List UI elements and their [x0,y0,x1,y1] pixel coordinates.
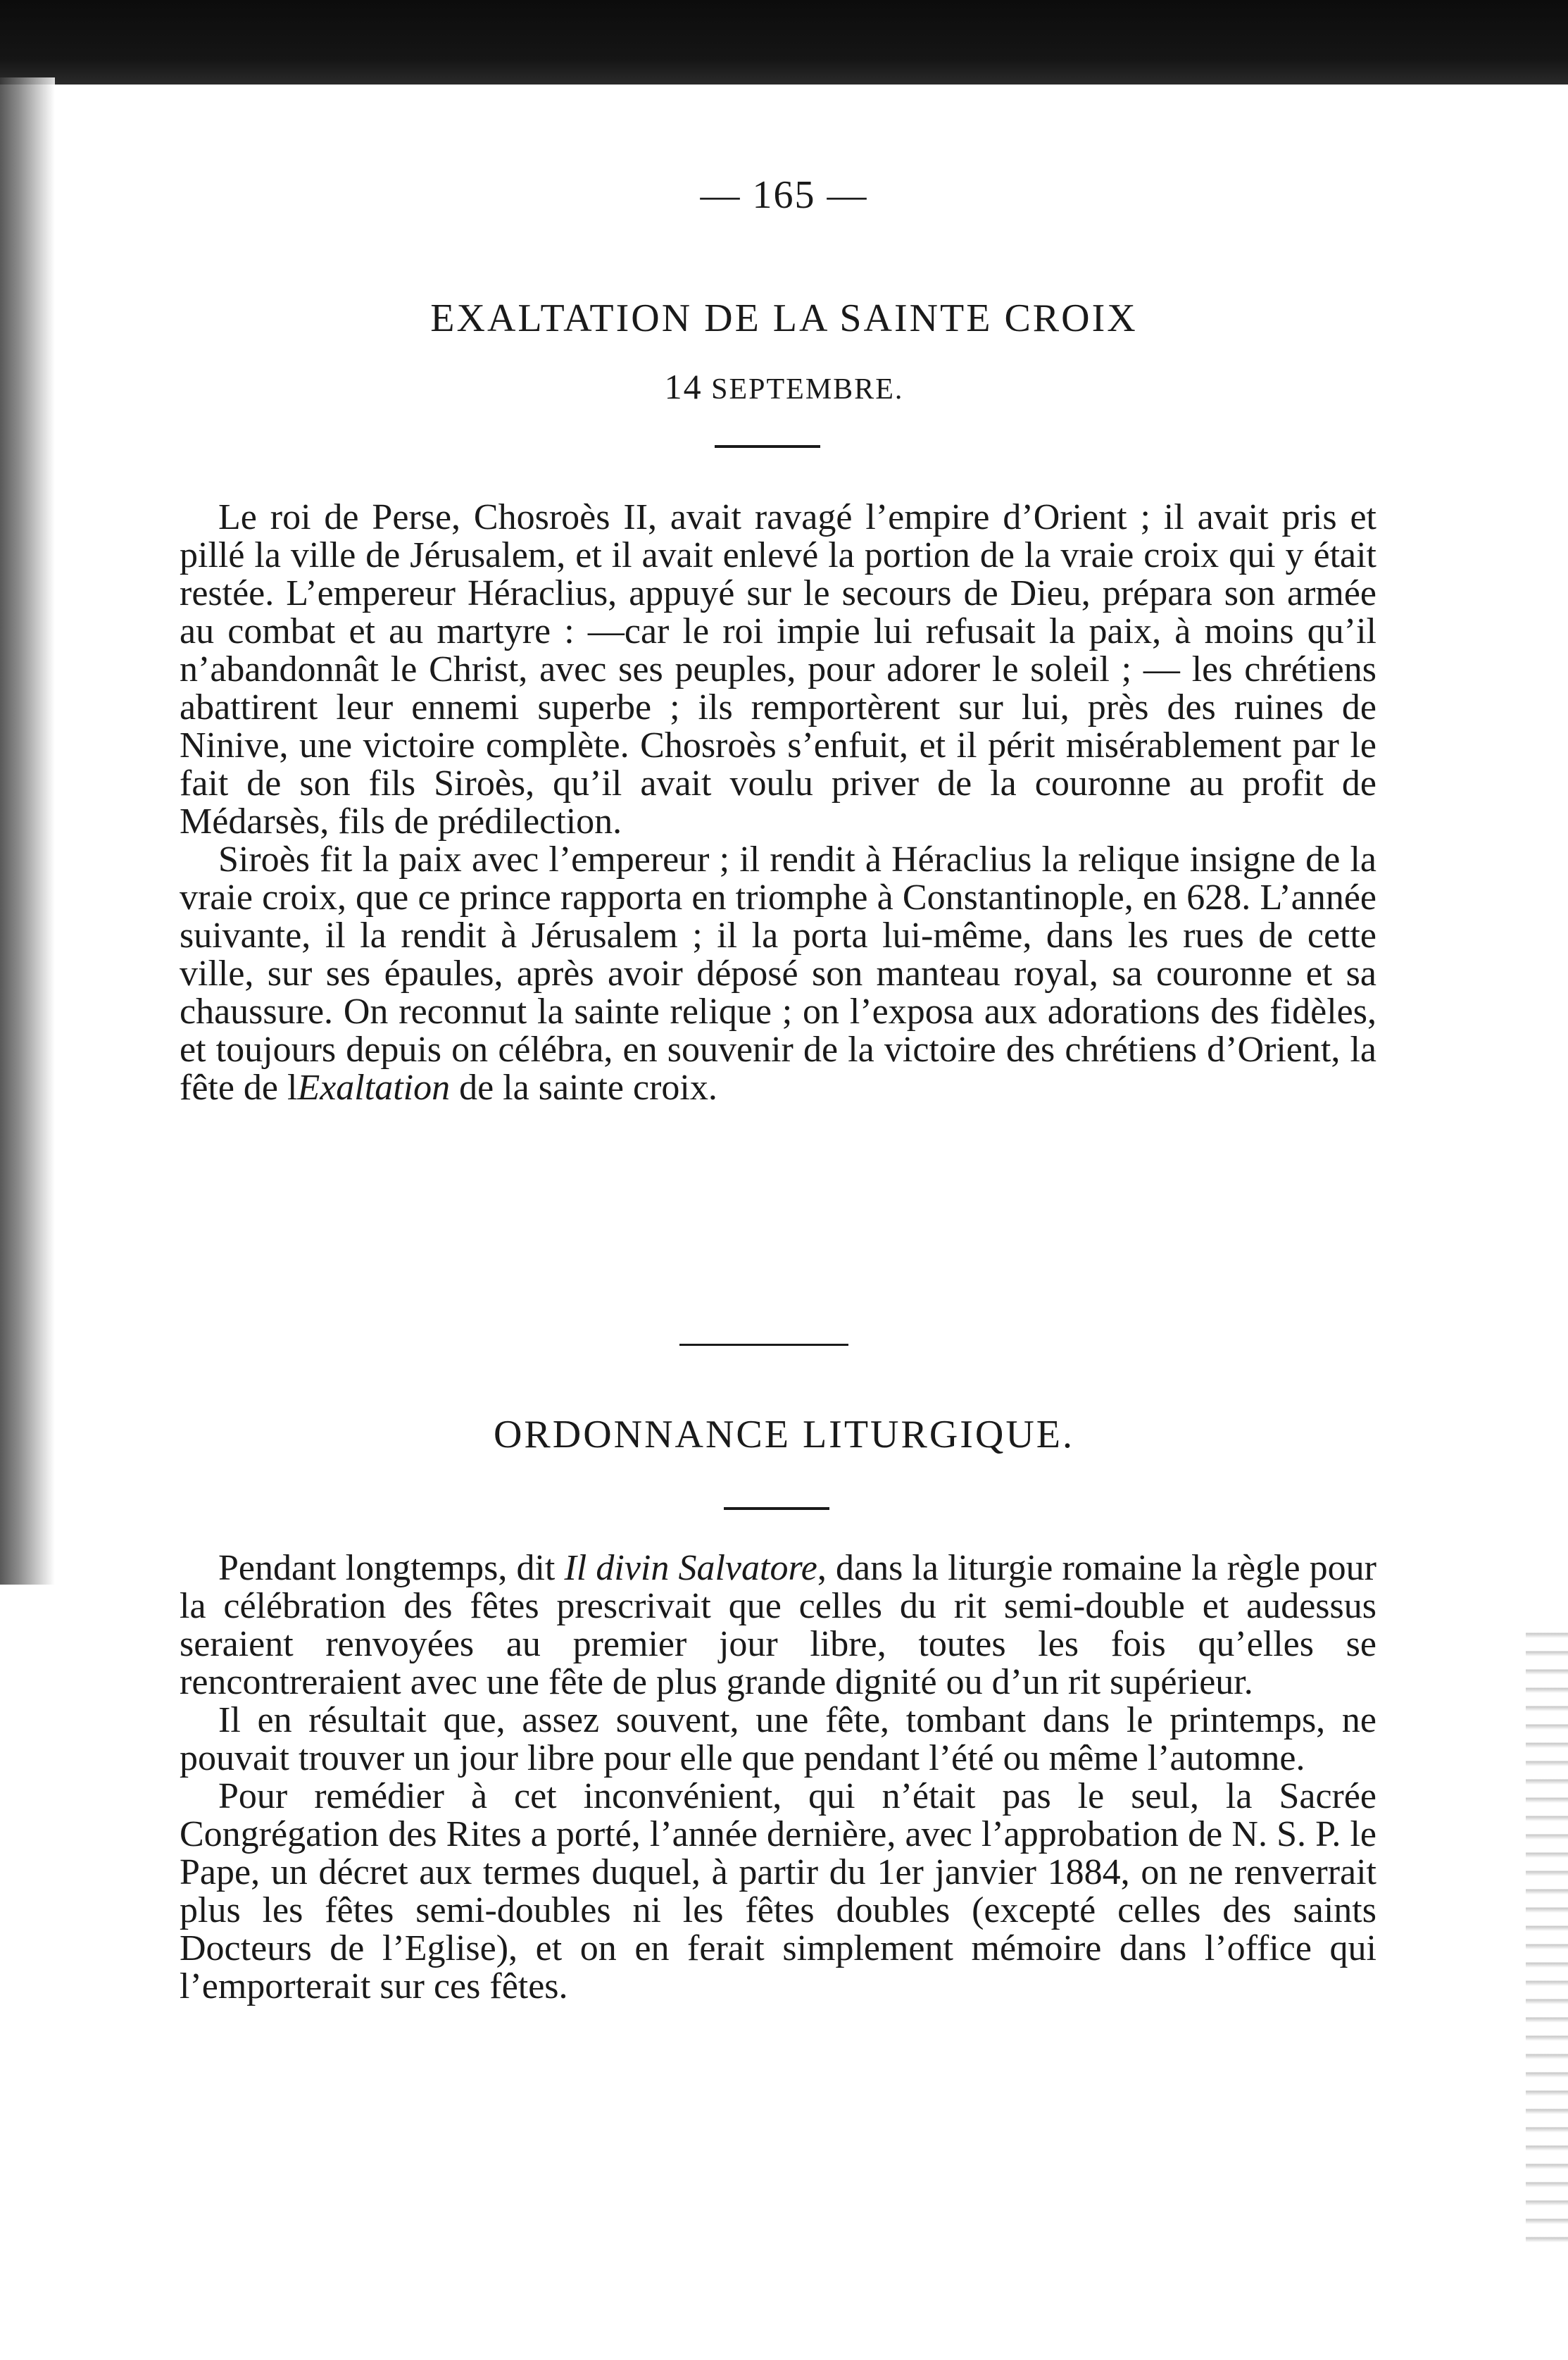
paragraph-text: Siroès fit la paix avec l’empereur ; il rendit à Héraclius la relique insigne de la vraie croix, que ce prince rapporta en triomphe à Constantinople, en 628. L’année suivante, il la rendit à Jérusalem ; il la porta lui-même, dans les rues de cette ville, sur ses épaules, après avoir déposé son manteau royal, sa couronne et sa chaussure. On reconnut la sainte relique ; on l’exposa aux adorations des fidèles, et toujours depuis on célébra, en souvenir de la victoire des chrétiens d’Orient, la fête de l [180,839,1376,1108]
title-underline-rule [724,1507,829,1510]
italic-term-exaltation: Exaltation [297,1068,451,1108]
exaltation-body [180,499,1376,1107]
paragraph-text: , dans la liturgie romaine la règle pour la célébration des fêtes prescrivait que celles du rit semi-double et audessus seraient renvoyées au premier jour libre, toutes les fois qu’elles se rencontreraient avec une fête de plus grande dignité ou d’un rit supérieur. [180,1548,1376,1702]
section-divider-rule [679,1344,848,1346]
feast-date [0,366,1568,407]
section-title-exaltation: EXALTATION DE LA SAINTE CROIX [430,296,1138,340]
title-underline-rule [715,445,820,448]
scan-right-edge-noise [1526,1620,1568,2254]
paragraph: Le roi de Perse, Chosroès II, avait ravagé l’empire d’Orient ; il avait pris et pillé la ville de Jérusalem, et il avait enlevé la portion de la vraie croix qui y était restée. L’empereur Héraclius, appuyé sur le secours de Dieu, prépara son armée au combat et au martyre : —car le roi impie lui refusait la paix, à moins qu’il n’abandonnât le Christ, avec ses peuples, pour adorer le soleil ; — les chrétiens abattirent leur ennemi superbe ; ils remportèrent sur lui, près des ruines de Ninive, une victoire complète. Chosroès s’enfuit, et il périt misérablement par le fait de son fils Siroès, qu’il avait voulu priver de la couronne au profit de Médarsès, fils de prédilection. [180,497,1376,842]
page-number: — 165 — [700,173,868,217]
paragraph: Il en résultait que, assez souvent, une fête, tombant dans le printemps, ne pouvait trouver un jour libre pour elle que pendant l’été ou même l’automne. [180,1700,1376,1778]
scan-top-border [0,0,1568,85]
paragraph [180,841,1376,1107]
paragraph [180,1549,1376,1702]
italic-source-title: Il divin Salvatore [564,1548,817,1588]
paragraph: Pour remédier à cet inconvénient, qui n’était pas le seul, la Sacrée Congrégation des Rites a porté, l’année dernière, avec l’approbation de N. S. P. le Pape, un décret aux termes duquel, à partir du 1er janvier 1884, on ne renverrait plus les fêtes semi-doubles ni les fêtes doubles (excepté celles des saints Docteurs de l’Eglise), et on en ferait simplement mémoire dans l’office qui l’emporterait sur ces fêtes. [180,1776,1376,2006]
paragraph-text: de la sainte croix. [450,1068,717,1108]
paragraph-text: Pendant longtemps, dit [218,1548,565,1588]
feast-date-day: 14 [664,367,703,406]
section-title-ordonnance: ORDONNANCE LITURGIQUE. [493,1413,1075,1456]
feast-date-month: SEPTEMBRE. [711,373,904,406]
ordonnance-body [180,1549,1376,2006]
